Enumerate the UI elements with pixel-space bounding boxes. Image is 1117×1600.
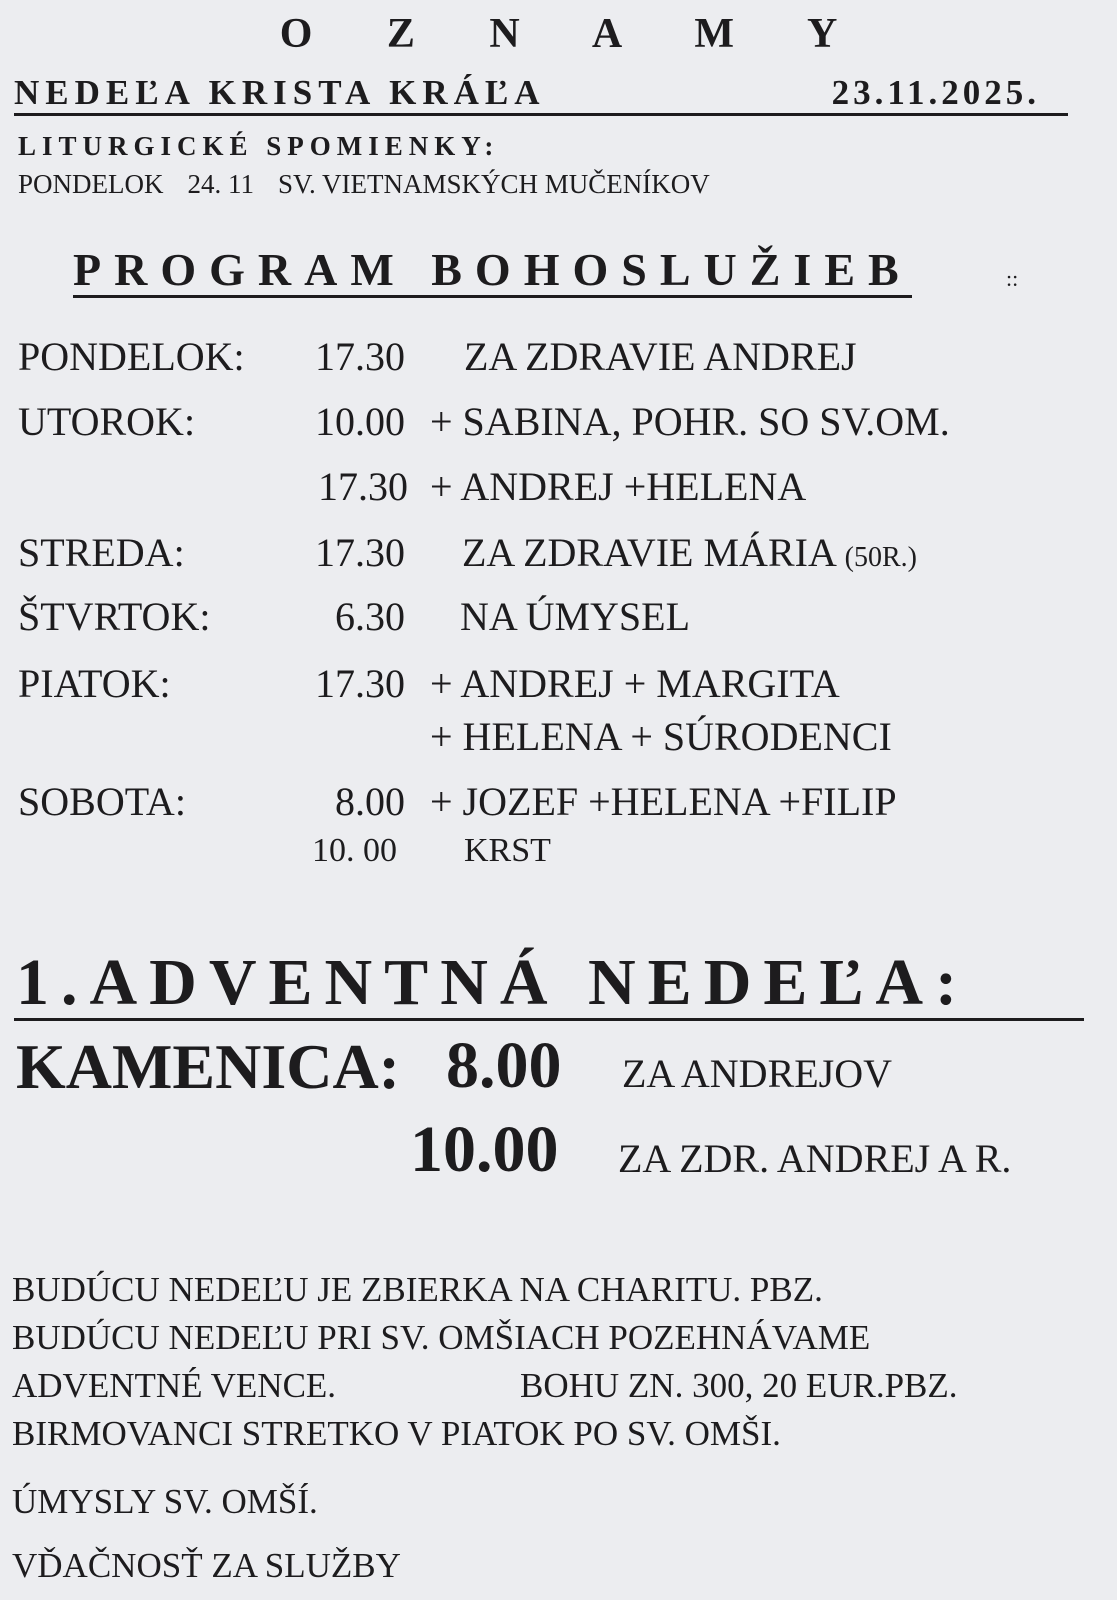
schedule-time: 17.30 bbox=[315, 334, 405, 379]
schedule-time: 17.30 bbox=[315, 530, 405, 575]
liturgical-memorial bbox=[18, 169, 734, 200]
program-title: PROGRAM BOHOSLUŽIEB bbox=[73, 245, 912, 298]
schedule-day: ŠTVRTOK: bbox=[18, 594, 211, 639]
sunday-header bbox=[14, 73, 1068, 116]
schedule-intention: KRST bbox=[464, 832, 551, 869]
schedule-intention: NA ÚMYSEL bbox=[460, 594, 691, 639]
schedule-day: PIATOK: bbox=[18, 661, 171, 706]
schedule-time: 6.30 bbox=[335, 594, 405, 639]
notice-line: VĎAČNOSŤ ZA SLUŽBY bbox=[12, 1546, 401, 1585]
schedule-time: 17.30 bbox=[318, 464, 408, 509]
schedule-time: 8.00 bbox=[335, 779, 405, 824]
advent-mass-intention: ZA ZDR. ANDREJ A R. bbox=[618, 1136, 1012, 1181]
advent-mass-time: 10.00 bbox=[410, 1113, 559, 1186]
schedule-intention bbox=[462, 529, 917, 576]
schedule-time: 10. 00 bbox=[312, 832, 397, 869]
schedule-time: 10.00 bbox=[315, 399, 405, 444]
advent-title: 1.ADVENTNÁ NEDEĽA: bbox=[16, 946, 970, 1019]
schedule-intention: + HELENA + SÚRODENCI bbox=[430, 714, 892, 759]
schedule-intention: + SABINA, POHR. SO SV.OM. bbox=[430, 399, 950, 444]
schedule-intention: ZA ZDRAVIE ANDREJ bbox=[464, 334, 857, 379]
advent-place: KAMENICA: bbox=[16, 1031, 400, 1102]
schedule-note: (50R.) bbox=[844, 542, 917, 573]
liturgical-title: LITURGICKÉ SPOMIENKY: bbox=[18, 131, 500, 161]
schedule-day: UTOROK: bbox=[18, 399, 196, 444]
schedule-day: PONDELOK: bbox=[18, 334, 245, 379]
advent-divider bbox=[14, 1018, 1084, 1021]
memorial-saint: SV. VIETNAMSKÝCH MUČENÍKOV bbox=[278, 169, 710, 199]
memorial-day: PONDELOK bbox=[18, 169, 164, 199]
notice-line: BUDÚCU NEDEĽU PRI SV. OMŠIACH POZEHNÁVAME bbox=[12, 1318, 871, 1357]
schedule-intention: + ANDREJ + MARGITA bbox=[430, 661, 840, 706]
notice-line: BOHU ZN. 300, 20 EUR.PBZ. bbox=[520, 1366, 958, 1405]
notice-line: ADVENTNÉ VENCE. bbox=[12, 1366, 337, 1405]
sunday-date: 23.11.2025. bbox=[831, 73, 1040, 112]
schedule-day: STREDA: bbox=[18, 530, 185, 575]
advent-mass-time: 8.00 bbox=[446, 1029, 562, 1102]
notice-line: BUDÚCU NEDEĽU JE ZBIERKA NA CHARITU. PBZ. bbox=[12, 1270, 823, 1309]
notice-line: ÚMYSLY SV. OMŠÍ. bbox=[12, 1482, 318, 1521]
program-title-dots: :: bbox=[1006, 266, 1019, 291]
notice-line: BIRMOVANCI STRETKO V PIATOK PO SV. OMŠI. bbox=[12, 1414, 781, 1453]
schedule-intention: + JOZEF +HELENA +FILIP bbox=[430, 779, 897, 824]
schedule-intention: + ANDREJ +HELENA bbox=[430, 464, 807, 509]
schedule-time: 17.30 bbox=[315, 661, 405, 706]
schedule-day: SOBOTA: bbox=[18, 779, 186, 824]
schedule-intention-text: ZA ZDRAVIE MÁRIA bbox=[462, 530, 835, 575]
advent-mass-intention: ZA ANDREJOV bbox=[622, 1051, 893, 1096]
page-title: O Z N A M Y bbox=[279, 11, 870, 57]
memorial-date: 24. 11 bbox=[187, 169, 254, 199]
sunday-name: NEDEĽA KRISTA KRÁĽA bbox=[14, 73, 546, 112]
